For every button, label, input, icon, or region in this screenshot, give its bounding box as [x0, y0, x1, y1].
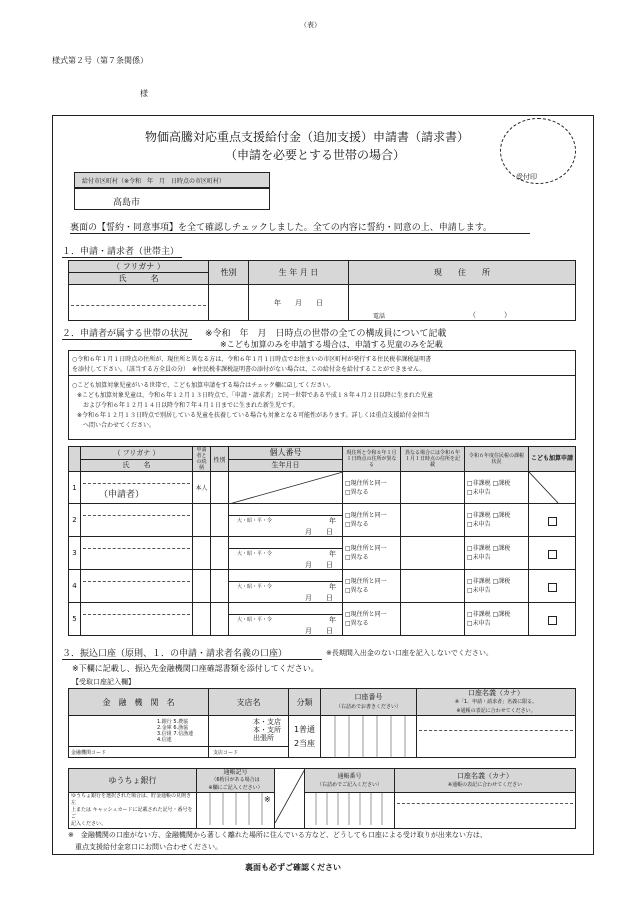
row-address-check[interactable]: □現住所と同一 □異なる: [343, 603, 401, 636]
municipality-value-cell: [74, 188, 270, 210]
row-number: 2: [69, 504, 81, 537]
row-address-input[interactable]: [401, 603, 465, 636]
row-child-disabled: [529, 472, 576, 504]
row-gender-input[interactable]: [211, 570, 229, 603]
row-child-checkbox[interactable]: [529, 537, 576, 570]
applicant-table: [68, 260, 576, 321]
section2-notice-box: [68, 350, 576, 440]
row-gender-input[interactable]: [211, 537, 229, 570]
applicant-gender-header: 性別: [209, 261, 249, 285]
row-relation-input[interactable]: [193, 537, 211, 570]
yucho-divider-cell: [275, 769, 305, 829]
section3-underline: [62, 659, 322, 660]
notice-line-3: ○こども加算対象児童がいる世帯で、こども加算申請をする場合はチェック欄に☑してください。: [72, 382, 335, 389]
notice-line-2: を添付して下さい。（該当する方全員の分） ※住民税非課税証明書の添付がない場合は、この給付金を給付することができません。: [72, 366, 426, 373]
row-personal-number-input[interactable]: [229, 472, 343, 504]
applicant-phone-label: 電話: [373, 313, 386, 320]
row-personal-number-input[interactable]: 大・昭・平・令 年 月 日: [229, 603, 343, 636]
row-tax-check[interactable]: □非課税 □課税 □未申告: [465, 537, 529, 570]
account-number-header: 口座番号 （右詰めでお書きください）: [321, 689, 417, 716]
section2-heading: ２．申請者が属する世帯の状況: [62, 329, 189, 339]
row-tax-check[interactable]: □非課税 □課税 □未申告: [465, 570, 529, 603]
row-gender-input[interactable]: [211, 603, 229, 636]
row-tax-check[interactable]: □非課税 □課税 □未申告: [465, 603, 529, 636]
account-number-input[interactable]: [321, 716, 417, 758]
row-address-input[interactable]: [401, 504, 465, 537]
bank-account-table: [68, 688, 576, 758]
municipality-value: 高島市: [113, 198, 141, 208]
addressee-suffix: 様: [140, 89, 148, 98]
row-child-checkbox[interactable]: [529, 504, 576, 537]
yucho-symbol-header: 通帳記号 （6桁目がある場合は ※欄にご記入ください）: [197, 769, 275, 793]
form-title: 物価高騰対応重点支援給付金（追加支援）申請書（請求書）: [145, 130, 470, 144]
household-name-header: 氏 名: [81, 459, 193, 472]
account-holder-header: 口座名義（カナ） ※「1．申請・請求者」名義に限る。 ※通帳の表記に合わせてください。: [417, 689, 576, 716]
applicant-furigana-header: （ フリガナ ）: [69, 261, 209, 273]
account-type-select[interactable]: 1普通 2当座: [289, 716, 321, 758]
page-side-label: （表）: [300, 21, 321, 29]
footer-note-2: 重点支援給付金窓口にお問い合わせください。: [68, 843, 222, 851]
row-number: 3: [69, 537, 81, 570]
row-name-input[interactable]: （申請者）: [81, 472, 193, 504]
row-name-input[interactable]: [81, 537, 193, 570]
household-relation-header: 申請者との続柄: [193, 447, 211, 472]
row-relation-input[interactable]: [193, 504, 211, 537]
row-address-check[interactable]: □現住所と同一 □異なる: [343, 472, 401, 504]
row-tax-check[interactable]: □非課税 □課税 □未申告: [465, 472, 529, 504]
row-address-check[interactable]: □現住所と同一 □異なる: [343, 504, 401, 537]
row-number: 5: [69, 603, 81, 636]
household-table: [68, 446, 576, 636]
row-child-checkbox[interactable]: [529, 570, 576, 603]
household-different-address-header: 異なる場合には令和６年１月１日時点の住所を記載: [401, 447, 465, 472]
yucho-number-input[interactable]: [305, 793, 395, 829]
yucho-number-header: 通帳番号 （右詰めでご記入ください）: [305, 769, 395, 793]
applicant-address-header: 現 住 所: [349, 261, 576, 285]
row-number: 4: [69, 570, 81, 603]
section1-underline: [62, 257, 182, 258]
notice-line-1: ○令和６年１月１日時点の住所が、現住所と異なる方は、令和６年１月１日時点でお住まいの市区町村が発行する住民税非課税証明書: [72, 356, 432, 363]
bank-name-header: 金 融 機 関 名: [69, 689, 209, 716]
household-gender-header: 性別: [211, 447, 229, 472]
yucho-asterisk: ※: [264, 795, 271, 804]
applicant-phone-paren: （ ）: [469, 311, 511, 319]
yucho-holder-input[interactable]: [395, 793, 576, 829]
section3-heading: ３．振込口座（原則、１．の申請・請求者名義の口座）: [62, 649, 288, 659]
yucho-note: ゆうちょ銀行を選択された場合は、貯金通帳の見開き左 上または キャッシュカードに記載された記号・番号をご 記入ください。: [69, 793, 197, 829]
household-same-address-header: 現住所と令和６年１月１日時点の住所が異なる: [343, 447, 401, 472]
branch-name-input[interactable]: 本・支店 本・支所 出張所 支店コード: [209, 716, 289, 758]
receipt-account-label: 【受取口座記入欄】: [72, 678, 135, 686]
row-personal-number-input[interactable]: 大・昭・平・令 年 月 日: [229, 504, 343, 537]
section1-heading: １．申請・請求者（世帯主）: [62, 247, 180, 257]
account-type-header: 分類: [289, 689, 321, 716]
notice-line-7: へ問い合わせてください。: [77, 422, 156, 429]
applicant-name-input[interactable]: [69, 285, 209, 321]
agreement-statement: 裏面の【誓約・同意事項】を全て確認しチェックしました。全ての内容に誓約・同意の上、申請します。: [70, 223, 493, 233]
row-personal-number-input[interactable]: 大・昭・平・令 年 月 日: [229, 570, 343, 603]
section2-heading-note: ※令和 年 月 日時点の世帯の全ての構成員について記載: [205, 329, 447, 339]
row-personal-number-input[interactable]: 大・昭・平・令 年 月 日: [229, 537, 343, 570]
account-holder-input[interactable]: [417, 716, 576, 758]
row-tax-check[interactable]: □非課税 □課税 □未申告: [465, 504, 529, 537]
section2-underline: [62, 339, 192, 340]
applicant-address-input[interactable]: [349, 285, 576, 321]
section3-heading-note: ※長期間入出金のない口座を記入しないでください。: [326, 649, 493, 657]
table-row: [69, 570, 576, 603]
footer-note-1: ※ 金融機関の口座がない方、金融機関から著しく離れた場所に住んでいる方など、どうしても口座による受け取りが出来ない方は、: [68, 831, 487, 839]
row-gender-input[interactable]: [211, 472, 229, 504]
yucho-holder-header: 口座名義（カナ） ※通帳の表記に合わせてください: [395, 769, 576, 793]
yucho-symbol-input[interactable]: [197, 793, 275, 829]
applicant-name-header: 氏 名: [69, 273, 209, 285]
household-child-header: こども加算申請: [529, 447, 576, 472]
applicant-birth-header: 生 年 月 日: [249, 261, 349, 285]
row-child-checkbox[interactable]: [529, 603, 576, 636]
reception-stamp-label: 受付印: [516, 173, 537, 181]
row-relation-input[interactable]: [193, 570, 211, 603]
row-relation-input[interactable]: [193, 603, 211, 636]
row-gender-input[interactable]: [211, 504, 229, 537]
form-subtitle: （申請を必要とする世帯の場合）: [225, 148, 406, 162]
row-name-input[interactable]: [81, 603, 193, 636]
notice-line-5: および令和６年１２月１４日以降令和７年４月１日までに生まれた新生児です。: [77, 402, 299, 409]
row-address-input[interactable]: [401, 537, 465, 570]
household-tax-status-header: 令和６年度住民税の課税状況: [465, 447, 529, 472]
table-row: [69, 603, 576, 636]
household-birth-header: 生年月日: [229, 459, 343, 472]
row-number: 1: [69, 472, 81, 504]
applicant-gender-input[interactable]: [209, 285, 249, 321]
section3-attach-note: ※下欄に記載し、振込先金融機関口座確認書類を添付してください。: [72, 664, 319, 673]
yucho-bank-name: ゆうちょ銀行: [69, 769, 197, 793]
row-address-input[interactable]: [401, 570, 465, 603]
table-row: [69, 504, 576, 537]
household-personal-number-header: 個人番号: [229, 447, 343, 460]
row-name-input[interactable]: [81, 504, 193, 537]
yucho-account-table: [68, 768, 576, 829]
branch-name-header: 支店名: [209, 689, 289, 716]
row-address-check[interactable]: □現住所と同一 □異なる: [343, 537, 401, 570]
notice-line-4: ※こども加算対象児童は、令和６年１２月１３日時点で、「申請・請求者」と同一世帯である平成１８年４月２日以降に生まれた児童: [77, 392, 433, 399]
row-relation: 本人: [193, 472, 211, 504]
row-name-input[interactable]: [81, 570, 193, 603]
notice-line-6: ※令和６年１２月１３日時点で別居している児童を扶養している場合も対象となる可能性があります。詳しくは重点支援給付金担当: [77, 412, 430, 419]
row-address-input[interactable]: [401, 472, 465, 504]
household-furigana-header: （ フリガナ ）: [81, 447, 193, 460]
bank-name-input[interactable]: 1.銀行 5.農協 2.金庫 6.漁協 3.信組 7.信漁連 4.信連 金融機関コード: [69, 716, 209, 758]
reception-stamp-circle: [500, 118, 576, 184]
applicant-birth-input[interactable]: 年 月 日: [249, 285, 349, 321]
form-number: 様式第２号（第７条関係）: [52, 56, 148, 65]
table-row: [69, 472, 576, 504]
back-side-notice: 裏面も必ずご確認ください: [245, 863, 341, 872]
municipality-label: 給付市区町村（※令和 年 月 日時点の市区町村）: [82, 178, 226, 185]
section2-sub-note: ※こども加算のみを申請する場合は、申請する児童のみを記載: [220, 340, 443, 349]
row-address-check[interactable]: □現住所と同一 □異なる: [343, 570, 401, 603]
agreement-underline: [70, 233, 530, 234]
table-row: [69, 537, 576, 570]
